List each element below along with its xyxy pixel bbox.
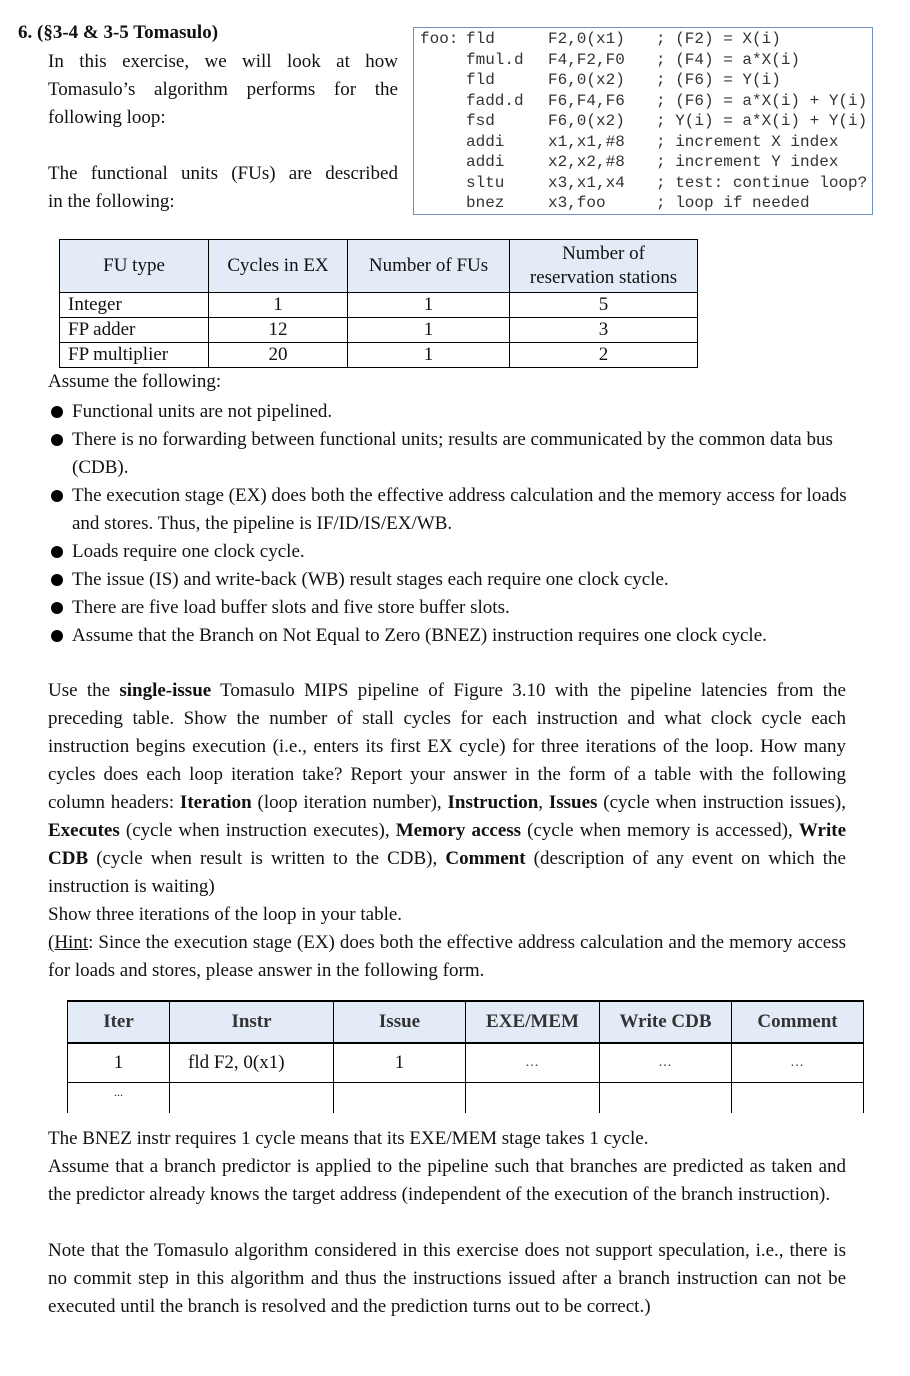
text-run: (cycle when instruction issues), xyxy=(597,792,846,813)
table-row xyxy=(68,1083,864,1114)
code-args: F2,0(x1) xyxy=(548,30,625,48)
code-comment: ; Y(i) = a*X(i) + Y(i) xyxy=(656,112,868,130)
table-row xyxy=(60,318,698,343)
fu-header-cycles: Cycles in EX xyxy=(209,240,348,293)
list-item: The issue (IS) and write-back (WB) result stages each require one clock cycle. xyxy=(48,566,848,594)
note-speculation: Note that the Tomasulo algorithm considered in this exercise does not support speculation, i.e., there is no commit step in this algorithm and thus the instructions issued after a branch instruction can not be executed until the branch is resolved and the prediction turns out to be correct.) xyxy=(48,1240,846,1317)
fu-stations-cell: 5 xyxy=(510,293,698,318)
answer-issue-cell: 1 xyxy=(334,1043,466,1083)
code-op: fld xyxy=(466,71,495,89)
answer-table xyxy=(67,1000,864,1113)
text-run: Use the xyxy=(48,680,120,701)
code-args: F4,F2,F0 xyxy=(548,50,625,69)
answer-empty-cell xyxy=(170,1083,334,1114)
hint-text: : Since the execution stage (EX) does both the effective address calculation and the memory access for loads and stores, please answer in the following form. xyxy=(48,932,846,981)
answer-comment-cell: ... xyxy=(732,1043,864,1083)
code-args: x2,x2,#8 xyxy=(548,153,625,171)
bold-run: Write CDB xyxy=(48,820,847,869)
fu-table xyxy=(59,239,698,368)
answer-header-comment: Comment xyxy=(732,1001,864,1043)
fu-cycles-cell: 1 xyxy=(209,293,348,318)
code-op: bnez xyxy=(466,194,505,212)
table-row xyxy=(60,343,698,368)
answer-iter-cell: 1 xyxy=(68,1043,170,1083)
bold-run: Comment xyxy=(445,848,526,869)
code-comment: ; (F4) = a*X(i) xyxy=(656,50,801,69)
fu-cycles-cell: 12 xyxy=(209,318,348,343)
bold-run: Executes xyxy=(48,820,120,841)
fu-intro-line-2: in the following: xyxy=(48,191,175,212)
answer-exe-cell: ... xyxy=(466,1043,600,1083)
fu-header-count: Number of FUs xyxy=(348,240,510,293)
code-op: fld xyxy=(466,30,495,48)
fu-stations-cell: 3 xyxy=(510,318,698,343)
table-row xyxy=(68,1043,864,1083)
text-run: (loop iteration number), xyxy=(251,792,448,813)
task-line-iterations: Show three iterations of the loop in your table. xyxy=(48,904,403,925)
bold-run: Memory access xyxy=(395,820,522,841)
fu-type-cell: FP multiplier xyxy=(60,343,209,368)
task-paragraph xyxy=(48,677,846,901)
list-item: Loads require one clock cycle. xyxy=(48,538,848,566)
code-comment: ; (F2) = X(i) xyxy=(656,30,781,48)
list-item: Assume that the Branch on Not Equal to Zero (BNEZ) instruction requires one clock cycle. xyxy=(48,622,848,650)
text-run: (cycle when instruction executes), xyxy=(119,820,396,841)
code-comment: ; increment Y index xyxy=(656,153,839,171)
exercise-heading: 6. (§3-4 & 3-5 Tomasulo) xyxy=(18,22,219,43)
fu-count-cell: 1 xyxy=(348,318,510,343)
code-comment: ; (F6) = Y(i) xyxy=(656,71,781,89)
fu-type-cell: FP adder xyxy=(60,318,209,343)
code-label: foo: xyxy=(420,30,459,48)
code-op: fadd.d xyxy=(466,91,524,110)
list-item: Functional units are not pipelined. xyxy=(48,398,848,426)
assumption-list xyxy=(48,398,848,650)
fu-stations-cell: 2 xyxy=(510,343,698,368)
text-run: , xyxy=(538,792,549,813)
answer-header-row xyxy=(68,1001,864,1043)
code-args: x3,foo xyxy=(548,194,606,212)
fu-count-cell: 1 xyxy=(348,293,510,318)
code-op: addi xyxy=(466,132,505,151)
text-run: (description of any event on which the instruction is waiting) xyxy=(48,848,846,897)
answer-header-iter: Iter xyxy=(68,1001,170,1043)
code-listing xyxy=(413,27,873,215)
answer-iter-cell: ... xyxy=(68,1083,170,1114)
code-comment: ; loop if needed xyxy=(656,194,810,212)
answer-empty-cell xyxy=(466,1083,600,1114)
answer-instr-cell: fld F2, 0(x1) xyxy=(170,1043,334,1083)
note-predictor: Assume that a branch predictor is applied to the pipeline such that branches are predicted as taken and the predictor already knows the target address (independent of the execution of the branch instruction). xyxy=(48,1156,846,1205)
answer-header-issue: Issue xyxy=(334,1001,466,1043)
text-run: (cycle when memory is accessed), xyxy=(521,820,799,841)
fu-header-row xyxy=(60,240,698,293)
code-comment: ; increment X index xyxy=(656,132,839,151)
answer-header-write-cdb: Write CDB xyxy=(600,1001,732,1043)
code-op: sltu xyxy=(466,173,505,192)
list-item: There are five load buffer slots and five store buffer slots. xyxy=(48,594,848,622)
list-item: There is no forwarding between functional units; results are communicated by the common data bus (CDB). xyxy=(48,426,848,482)
list-item: The execution stage (EX) does both the effective address calculation and the memory access for loads and stores. Thus, the pipeline is IF/ID/IS/EX/WB. xyxy=(48,482,848,538)
code-args: x3,x1,x4 xyxy=(548,173,625,192)
bold-run: Iteration xyxy=(179,792,252,813)
answer-empty-cell xyxy=(334,1083,466,1114)
code-op: fmul.d xyxy=(466,50,524,69)
bold-run: Issues xyxy=(548,792,598,813)
answer-header-exe-mem: EXE/MEM xyxy=(466,1001,600,1043)
assume-title: Assume the following: xyxy=(48,371,222,392)
answer-empty-cell xyxy=(732,1083,864,1114)
bold-run: Instruction xyxy=(447,792,539,813)
answer-empty-cell xyxy=(600,1083,732,1114)
code-args: F6,0(x2) xyxy=(548,71,625,89)
code-args: F6,0(x2) xyxy=(548,112,625,130)
fu-count-cell: 1 xyxy=(348,343,510,368)
fu-type-cell: Integer xyxy=(60,293,209,318)
bold-run: single-issue xyxy=(119,680,212,701)
text-run: (cycle when result is written to the CDB), xyxy=(88,848,446,869)
code-comment: ; (F6) = a*X(i) + Y(i) xyxy=(656,91,868,110)
fu-header-stations: Number of reservation stations xyxy=(510,240,698,293)
answer-header-instr: Instr xyxy=(170,1001,334,1043)
code-comment: ; test: continue loop? xyxy=(656,173,868,192)
table-row xyxy=(60,293,698,318)
hint-paragraph xyxy=(48,929,846,985)
code-op: addi xyxy=(466,153,505,171)
code-op: fsd xyxy=(466,112,495,130)
fu-intro-line-1: The functional units (FUs) are described xyxy=(48,163,398,184)
answer-cdb-cell: ... xyxy=(600,1043,732,1083)
fu-cycles-cell: 20 xyxy=(209,343,348,368)
code-args: F6,F4,F6 xyxy=(548,91,625,110)
code-args: x1,x1,#8 xyxy=(548,132,625,151)
note-bnez: The BNEZ instr requires 1 cycle means that its EXE/MEM stage takes 1 cycle. xyxy=(48,1128,649,1149)
fu-header-type: FU type xyxy=(60,240,209,293)
intro-line-1: In this exercise, we will look at how xyxy=(48,51,398,72)
intro-line-3: following loop: xyxy=(48,107,166,128)
hint-label: (Hint xyxy=(48,932,89,953)
text-run: Tomasulo MIPS pipeline of Figure 3.10 with the pipeline latencies from the preceding table. Show the number of stall cycles for each instruction and what clock cycle each instruction begins execution (i.e., enters its first EX cycle) for three iterations of the loop. How many cycles does each loop iteration take? Report your answer in the form of a table with the following column headers: xyxy=(48,680,846,813)
intro-line-2: Tomasulo’s algorithm performs for the xyxy=(48,79,398,100)
